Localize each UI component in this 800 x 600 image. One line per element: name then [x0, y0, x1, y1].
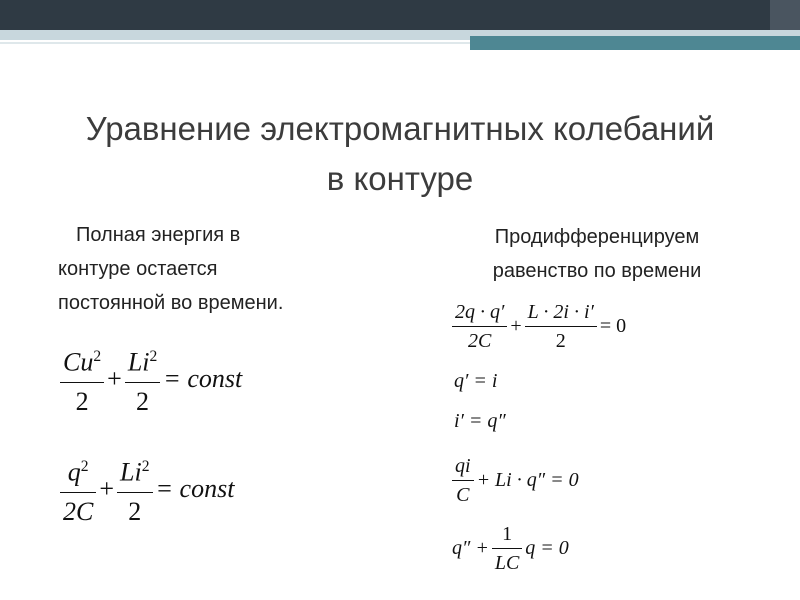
- substituted-equation: $\frac{qi}{C}$ + Li · q″ = 0: [452, 452, 582, 509]
- fraction-q2: $\frac{q^2}{2C}$: [60, 448, 96, 531]
- right-line-2: равенство по времени: [492, 260, 702, 282]
- fraction-li2-b: $\frac{Li^2}{2}$: [117, 448, 152, 531]
- left-line-2: контуре остается: [58, 258, 218, 280]
- header-bar-dark: [0, 0, 800, 30]
- energy-equation-1: $\frac{Cu^2}{2}$ + $\frac{Li^2}{2}$ = const: [60, 338, 245, 421]
- slide-title: [40, 104, 760, 204]
- title-line-2: в контуре: [326, 160, 474, 197]
- fraction-2qq: $\frac{2q \cdot q'}{2C}$: [452, 298, 507, 355]
- oscillation-equation: q″ + $\frac{1}{LC}$ q = 0: [452, 520, 572, 577]
- fraction-cu2: $\frac{Cu^2}{2}$: [60, 338, 104, 421]
- fraction-li2: $\frac{Li^2}{2}$: [125, 338, 160, 421]
- derivative-equation: $\frac{2q \cdot q'}{2C}$ + $\frac{L \cdot 2i \cdot i'}{2}$ = 0: [452, 298, 629, 355]
- fraction-qi-c: $\frac{qi}{C}$: [452, 452, 474, 509]
- header-bar-accent: [470, 36, 800, 50]
- header-corner-block: [770, 0, 800, 30]
- right-line-1: Продифференцируем: [494, 226, 700, 248]
- current-derivative: i′ = q″: [454, 410, 506, 432]
- title-line-1: Уравнение электромагнитных колебаний: [85, 110, 715, 147]
- fraction-l2ii: $\frac{L \cdot 2i \cdot i'}{2}$: [525, 298, 597, 355]
- left-line-3: постоянной во времени.: [58, 292, 284, 314]
- energy-equation-2: $\frac{q^2}{2C}$ + $\frac{Li^2}{2}$ = const: [60, 448, 237, 531]
- left-paragraph: [58, 218, 358, 320]
- current-definition: q′ = i: [454, 370, 498, 392]
- fraction-1-lc: $\frac{1}{LC}$: [492, 520, 522, 577]
- header-line: [0, 42, 470, 44]
- left-line-1: Полная энергия в: [76, 224, 241, 246]
- right-paragraph: [462, 220, 732, 288]
